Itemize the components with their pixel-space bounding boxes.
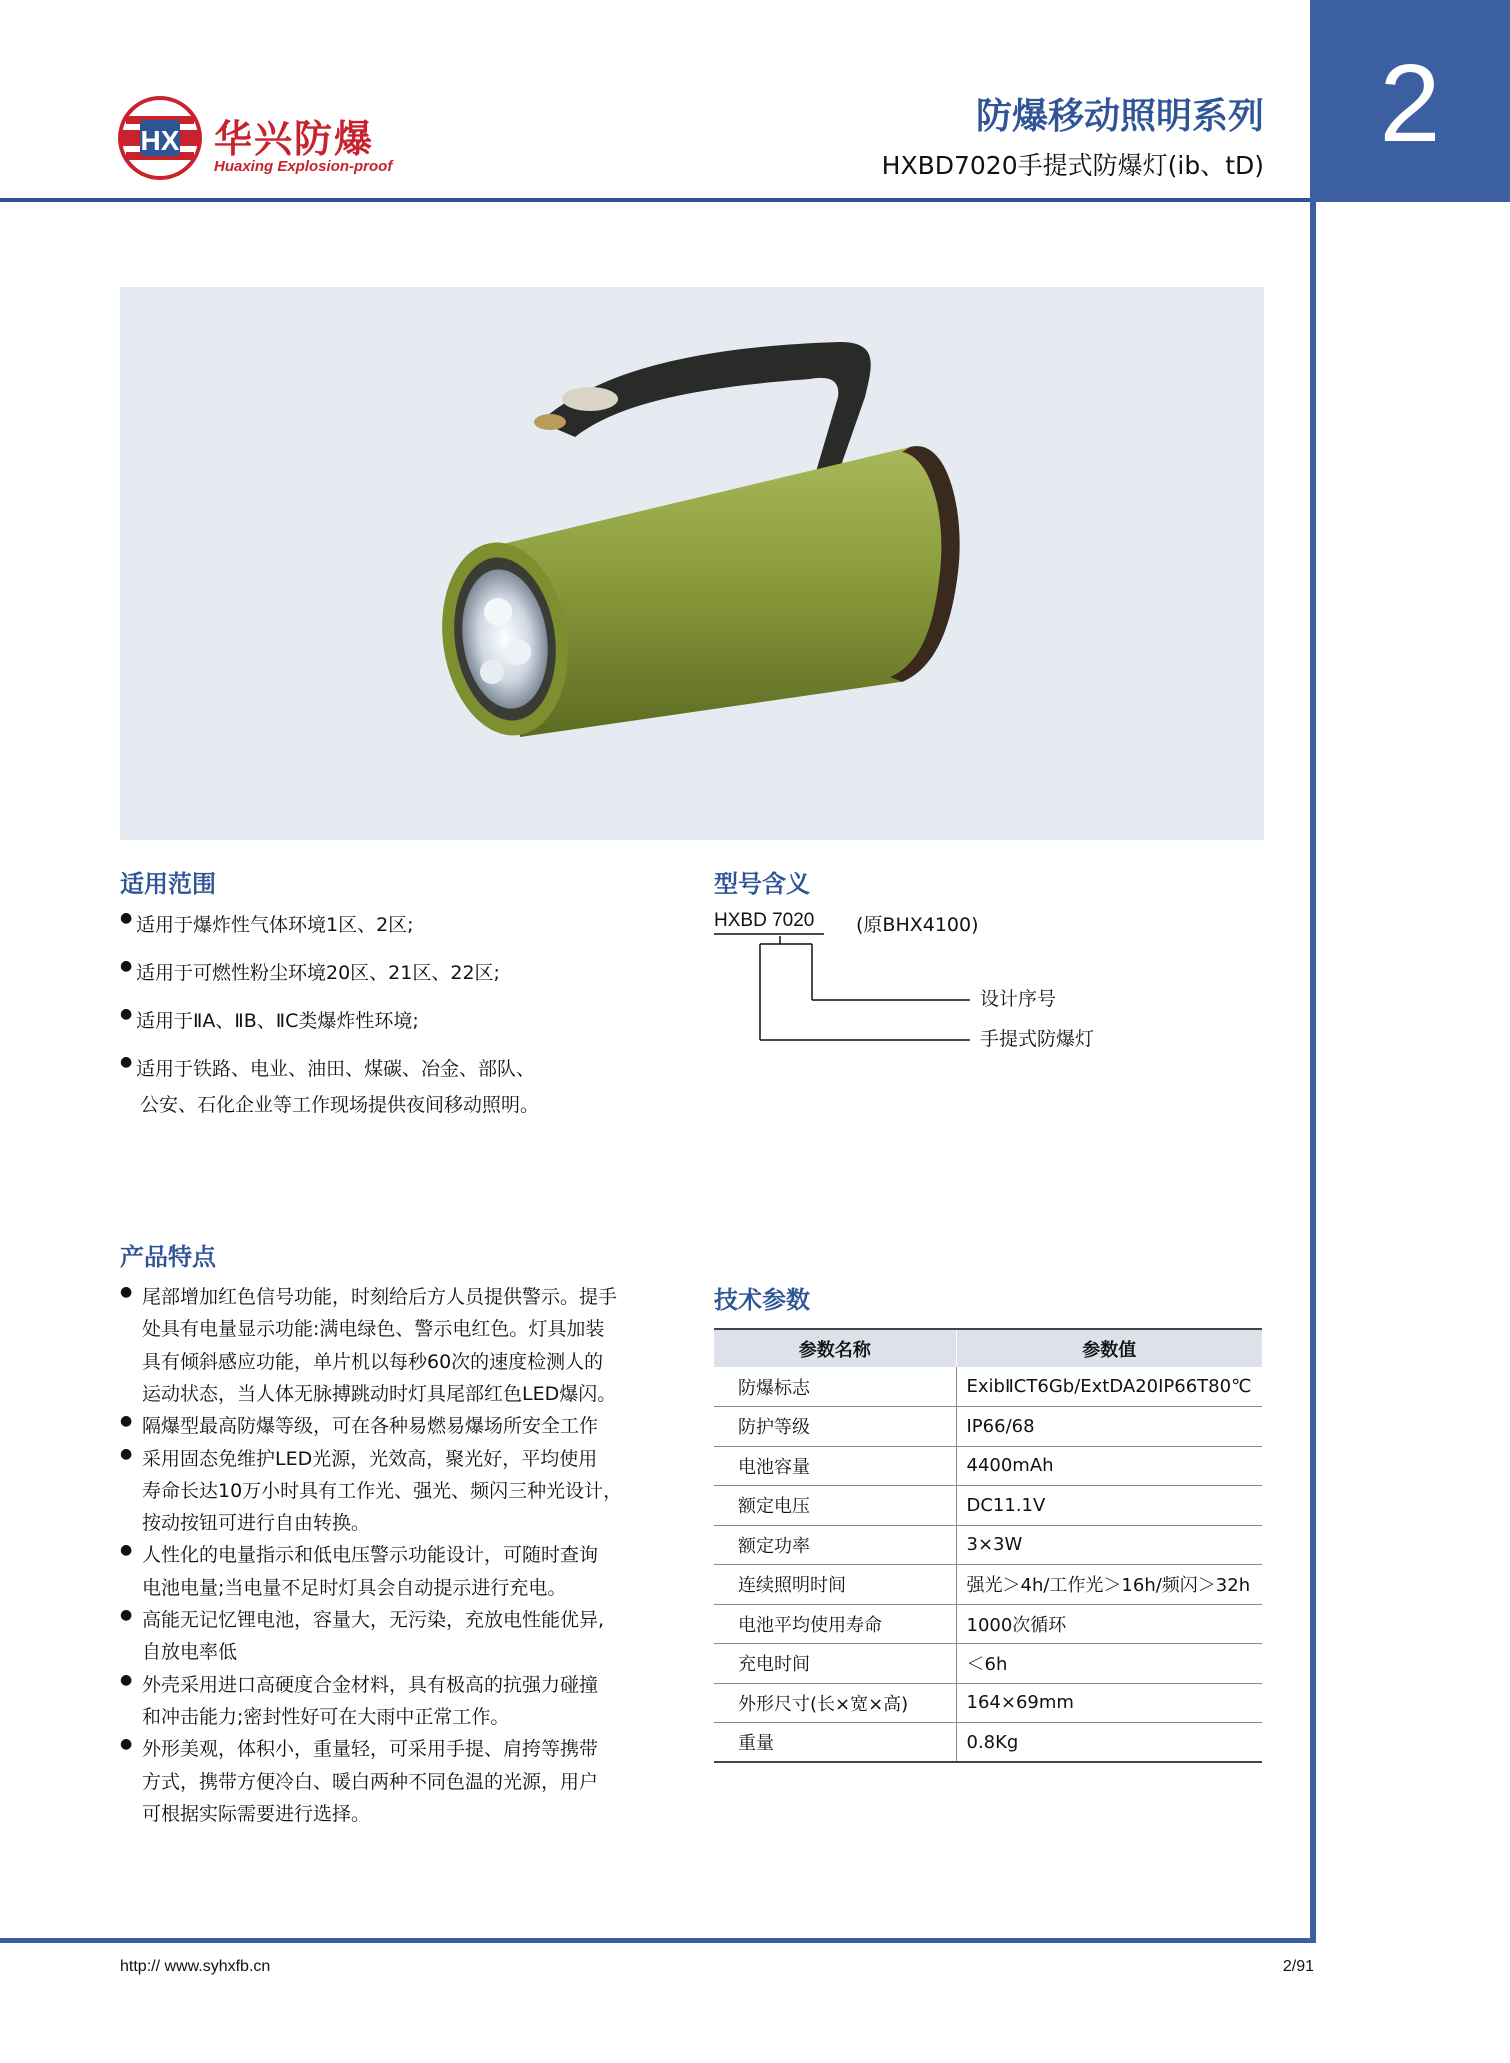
features-heading: 产品特点 [120, 1243, 216, 1271]
table-row [714, 1683, 1262, 1723]
table-row [714, 1446, 1262, 1486]
bullet-icon: ● [120, 1542, 133, 1559]
spec-value-cell: 4400mAh [956, 1446, 1262, 1486]
header-divider [0, 198, 1310, 202]
col-param-value: 参数值 [956, 1329, 1262, 1367]
footer-divider [0, 1938, 1316, 1943]
feature-text: 寿命长达10万小时具有工作光、强光、频闪三种光设计， [142, 1479, 623, 1502]
table-row [714, 1723, 1262, 1763]
scope-heading: 适用范围 [120, 870, 216, 898]
spec-name-cell: 额定电压 [714, 1486, 956, 1526]
spec-value-cell: 0.8Kg [956, 1723, 1262, 1763]
spec-name-cell: 充电时间 [714, 1644, 956, 1684]
spec-name-cell: 防护等级 [714, 1407, 956, 1447]
spec-value-cell: 164×69mm [956, 1683, 1262, 1723]
spec-name-cell: 外形尺寸(长×宽×高) [714, 1683, 956, 1723]
bullet-icon: ● [120, 1671, 133, 1688]
bullet-icon: ● [120, 1736, 133, 1753]
feature-text: 采用固态免维护LED光源，光效高，聚光好，平均使用 [142, 1447, 598, 1470]
feature-text: 人性化的电量指示和低电压警示功能设计，可随时查询 [142, 1544, 599, 1567]
spec-value-cell: 强光＞4h/工作光＞16h/频闪＞32h [956, 1565, 1262, 1605]
bullet-icon: ● [120, 1413, 133, 1430]
spec-name-cell: 电池容量 [714, 1446, 956, 1486]
label-design-seq: 设计序号 [980, 988, 1057, 1010]
feature-text: 和冲击能力;密封性好可在大雨中正常工作。 [142, 1705, 510, 1728]
model-original-code: (原BHX4100) [856, 914, 979, 936]
table-row [714, 1604, 1262, 1644]
spec-header-row [714, 1329, 1262, 1367]
chapter-number: 2 [1379, 42, 1441, 165]
model-diagram [700, 930, 1000, 1050]
product-photo [120, 287, 1264, 840]
table-row [714, 1644, 1262, 1684]
model-code: HXBD 7020 [714, 910, 815, 931]
chapter-tab [1310, 0, 1510, 202]
bullet-icon: ● [120, 1445, 133, 1462]
feature-text: 外形美观，体积小，重量轻，可采用手提、肩挎等携带 [142, 1738, 599, 1761]
table-row [714, 1565, 1262, 1605]
spec-name-cell: 额定功率 [714, 1525, 956, 1565]
feature-text: 可根据实际需要进行选择。 [142, 1802, 371, 1825]
flashlight-illustration [120, 287, 1264, 840]
label-lamp-type: 手提式防爆灯 [980, 1028, 1095, 1050]
feature-text: 按动按钮可进行自由转换。 [142, 1512, 371, 1535]
table-row [714, 1407, 1262, 1447]
spec-name-cell: 连续照明时间 [714, 1565, 956, 1605]
spec-table [714, 1328, 1262, 1763]
spec-name-cell: 电池平均使用寿命 [714, 1604, 956, 1644]
spec-value-cell: ExibⅡCT6Gb/ExtDA20IP66T80℃ [956, 1367, 1262, 1407]
brand-logo [118, 96, 438, 186]
specs-heading: 技术参数 [714, 1286, 810, 1314]
spec-value-cell: ＜6h [956, 1644, 1262, 1684]
table-row [714, 1486, 1262, 1526]
page-number: 2/91 [1282, 1958, 1314, 1975]
feature-text: 外壳采用进口高硬度合金材料，具有极高的抗强力碰撞 [142, 1673, 599, 1696]
scope-continuation: 公安、石化企业等工作现场提供夜间移动照明。 [140, 1094, 540, 1116]
logo-english-name: Huaxing Explosion-proof [214, 158, 393, 175]
spec-value-cell: IP66/68 [956, 1407, 1262, 1447]
table-row [714, 1525, 1262, 1565]
model-heading: 型号含义 [714, 870, 810, 898]
feature-text: 运动状态，当人体无脉搏跳动时灯具尾部红色LED爆闪。 [142, 1382, 617, 1405]
feature-text: 尾部增加红色信号功能，时刻给后方人员提供警示。提手 [142, 1286, 618, 1308]
table-row [714, 1367, 1262, 1407]
feature-text: 方式，携带方便冷白、暖白两种不同色温的光源，用户 [142, 1770, 599, 1793]
feature-text: 高能无记忆锂电池，容量大，无污染，充放电性能优异, [142, 1609, 605, 1631]
col-param-name: 参数名称 [714, 1329, 956, 1367]
bullet-icon: ● [120, 1284, 133, 1300]
feature-text: 具有倾斜感应功能，单片机以每秒60次的速度检测人的 [142, 1350, 604, 1373]
footer-url: http:// www.syhxfb.cn [120, 1958, 271, 1975]
spec-name-cell: 重量 [714, 1723, 956, 1763]
feature-text: 电池电量;当电量不足时灯具会自动提示进行充电。 [142, 1576, 567, 1599]
logo-chinese-name: 华兴防爆 [214, 117, 375, 161]
spec-value-cell: 1000次循环 [956, 1604, 1262, 1644]
feature-text: 自放电率低 [142, 1641, 238, 1664]
logo-mark-icon [118, 96, 202, 180]
product-title: HXBD7020手提式防爆灯(ib、tD) [881, 151, 1264, 180]
spec-name-cell: 防爆标志 [714, 1367, 956, 1407]
series-title: 防爆移动照明系列 [975, 96, 1264, 137]
spec-value-cell: 3×3W [956, 1525, 1262, 1565]
svg-text:HX: HX [140, 125, 180, 156]
spec-value-cell: DC11.1V [956, 1486, 1262, 1526]
feature-text: 隔爆型最高防爆等级，可在各种易燃易爆场所安全工作 [142, 1415, 599, 1438]
right-margin-rule [1310, 202, 1316, 1942]
bullet-icon: ● [120, 1607, 133, 1623]
feature-text: 处具有电量显示功能:满电绿色、警示电红色。灯具加装 [142, 1318, 605, 1341]
